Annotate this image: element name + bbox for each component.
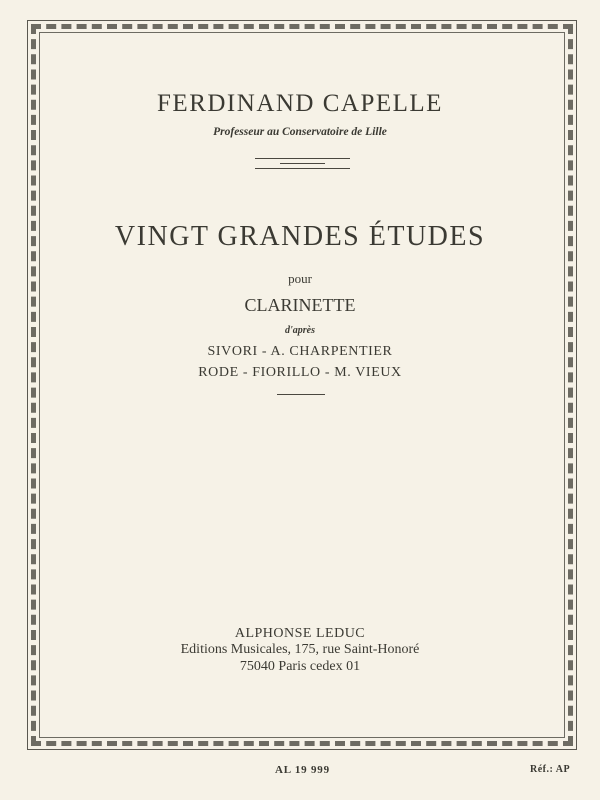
apres-label: d'après <box>285 325 315 336</box>
ornament-rule-bottom <box>255 168 350 169</box>
divider-rule <box>277 394 325 395</box>
ornament-rule-middle <box>280 163 325 164</box>
catalog-code: AL 19 999 <box>275 764 330 776</box>
composer-name: FERDINAND CAPELLE <box>157 90 443 117</box>
ornament-rule-top <box>255 158 350 159</box>
instrument-name: CLARINETTE <box>244 295 356 315</box>
sources-line-2: RODE - FIORILLO - M. VIEUX <box>198 365 402 380</box>
reference-code: Réf.: AP <box>530 764 571 775</box>
publisher-address-1: Editions Musicales, 175, rue Saint-Honoré <box>180 642 420 657</box>
pour-label: pour <box>288 271 312 286</box>
sources-line-1: SIVORI - A. CHARPENTIER <box>207 344 393 359</box>
composer-title: Professeur au Conservatoire de Lille <box>213 126 387 138</box>
publisher-name: ALPHONSE LEDUC <box>234 626 366 641</box>
publisher-address-2: 75040 Paris cedex 01 <box>239 659 361 674</box>
work-title: VINGT GRANDES ÉTUDES <box>114 221 486 252</box>
